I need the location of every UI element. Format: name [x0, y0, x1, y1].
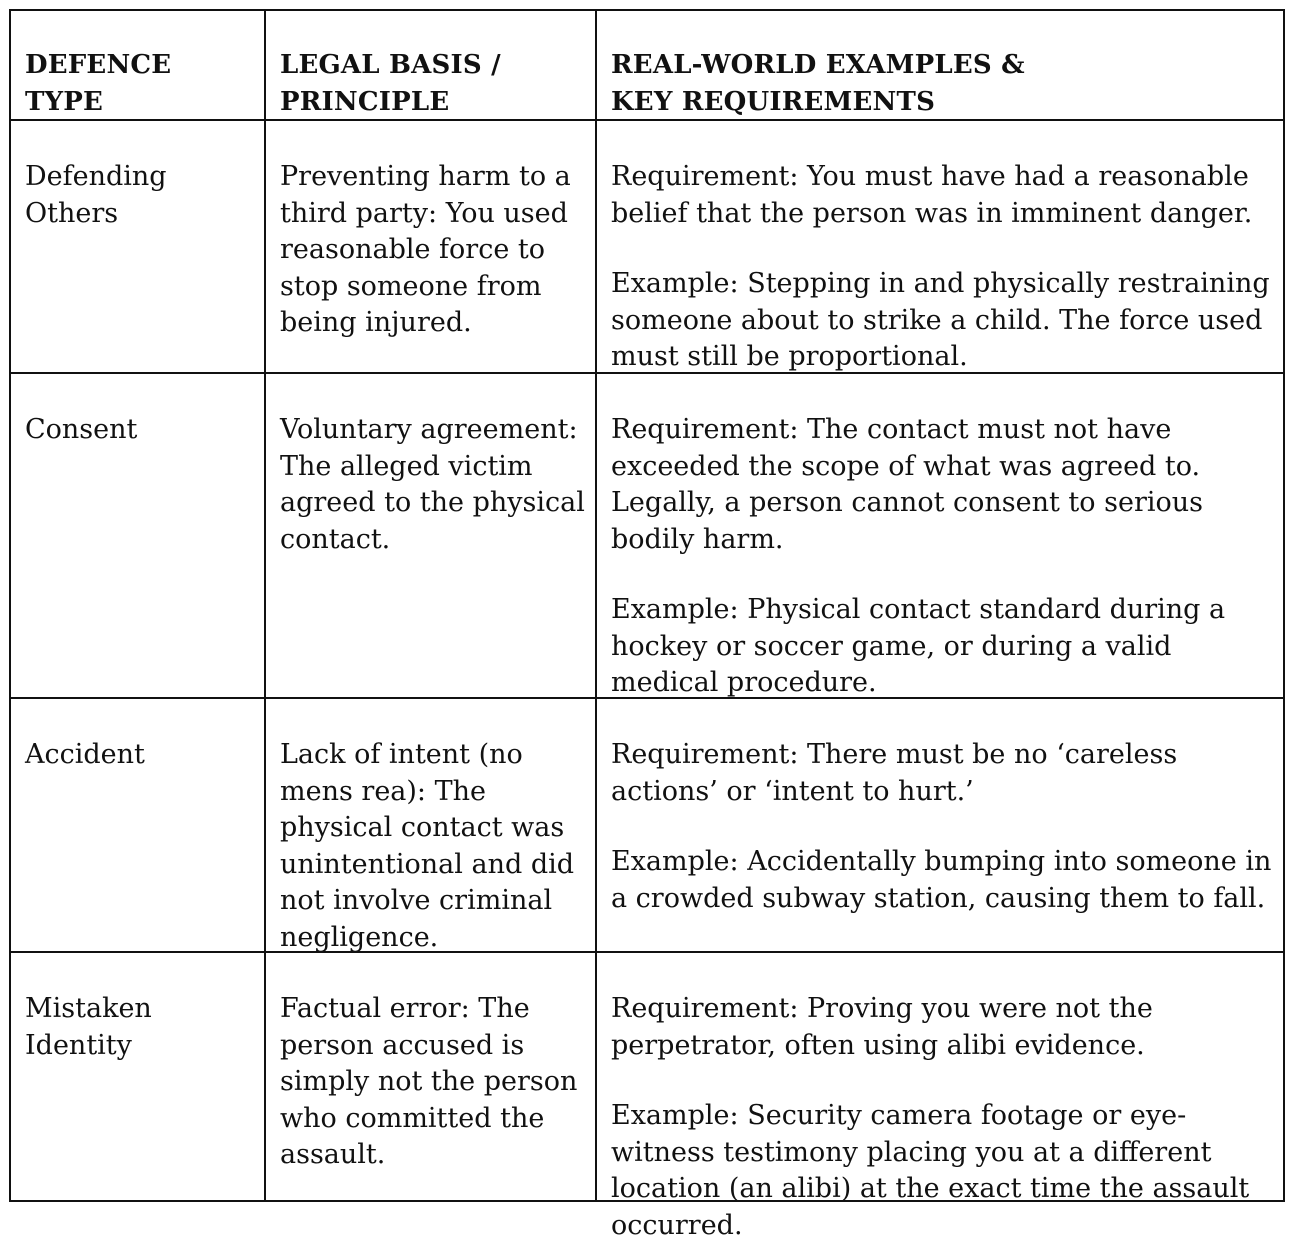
defence-type-cell: Accident — [25, 739, 145, 770]
header-examples-requirements: REAL-WORLD EXAMPLES & KEY REQUIREMENTS — [595, 11, 1283, 119]
table-row — [11, 372, 1283, 697]
example-text: Example: Physical contact standard during a hockey or soccer game, or during a valid medical procedure. — [611, 594, 1226, 698]
example-text: Example: Stepping in and physically restraining someone about to strike a child. The force used must still be proportional. — [611, 268, 1270, 372]
defence-type-cell: Mistaken Identity — [25, 993, 152, 1061]
table-row — [11, 951, 1283, 1241]
examples-cell — [595, 374, 1283, 697]
example-text: Example: Accidentally bumping into someone in a crowded subway station, causing them to fall. — [611, 846, 1272, 914]
examples-cell — [595, 953, 1283, 1241]
requirement-text: Requirement: There must be no ‘careless actions’ or ‘intent to hurt.’ — [611, 739, 1178, 807]
legal-basis-cell: Lack of intent (no mens rea): The physical contact was unintentional and did not involve criminal negligence. — [264, 699, 595, 951]
defence-type-cell: Defending Others — [25, 161, 167, 229]
examples-cell — [595, 699, 1283, 951]
requirement-text: Requirement: The contact must not have exceeded the scope of what was agreed to. Legally, a person cannot consent to serious bodily harm. — [611, 414, 1203, 555]
table-row — [11, 119, 1283, 372]
defence-table — [9, 9, 1285, 1241]
requirement-text: Requirement: You must have had a reasonable belief that the person was in imminent danger. — [611, 161, 1253, 229]
requirement-text: Requirement: Proving you were not the perpetrator, often using alibi evidence. — [611, 993, 1153, 1061]
table-row — [11, 697, 1283, 951]
legal-basis-cell: Factual error: The person accused is simply not the person who committed the assault. — [264, 953, 595, 1200]
table-header-row — [11, 11, 1283, 119]
header-defence-type: DEFENCE TYPE — [25, 50, 172, 117]
header-legal-basis: LEGAL BASIS / PRINCIPLE — [264, 11, 595, 119]
defence-type-cell: Consent — [25, 414, 138, 445]
examples-cell — [595, 121, 1283, 372]
example-text: Example: Security camera footage or eye-witness testimony placing you at a different location (an alibi) at the exact time the assault occurred. — [611, 1100, 1250, 1241]
legal-basis-cell: Preventing harm to a third party: You used reasonable force to stop someone from being injured. — [264, 121, 595, 372]
legal-basis-cell: Voluntary agreement: The alleged victim agreed to the physical contact. — [264, 374, 595, 697]
